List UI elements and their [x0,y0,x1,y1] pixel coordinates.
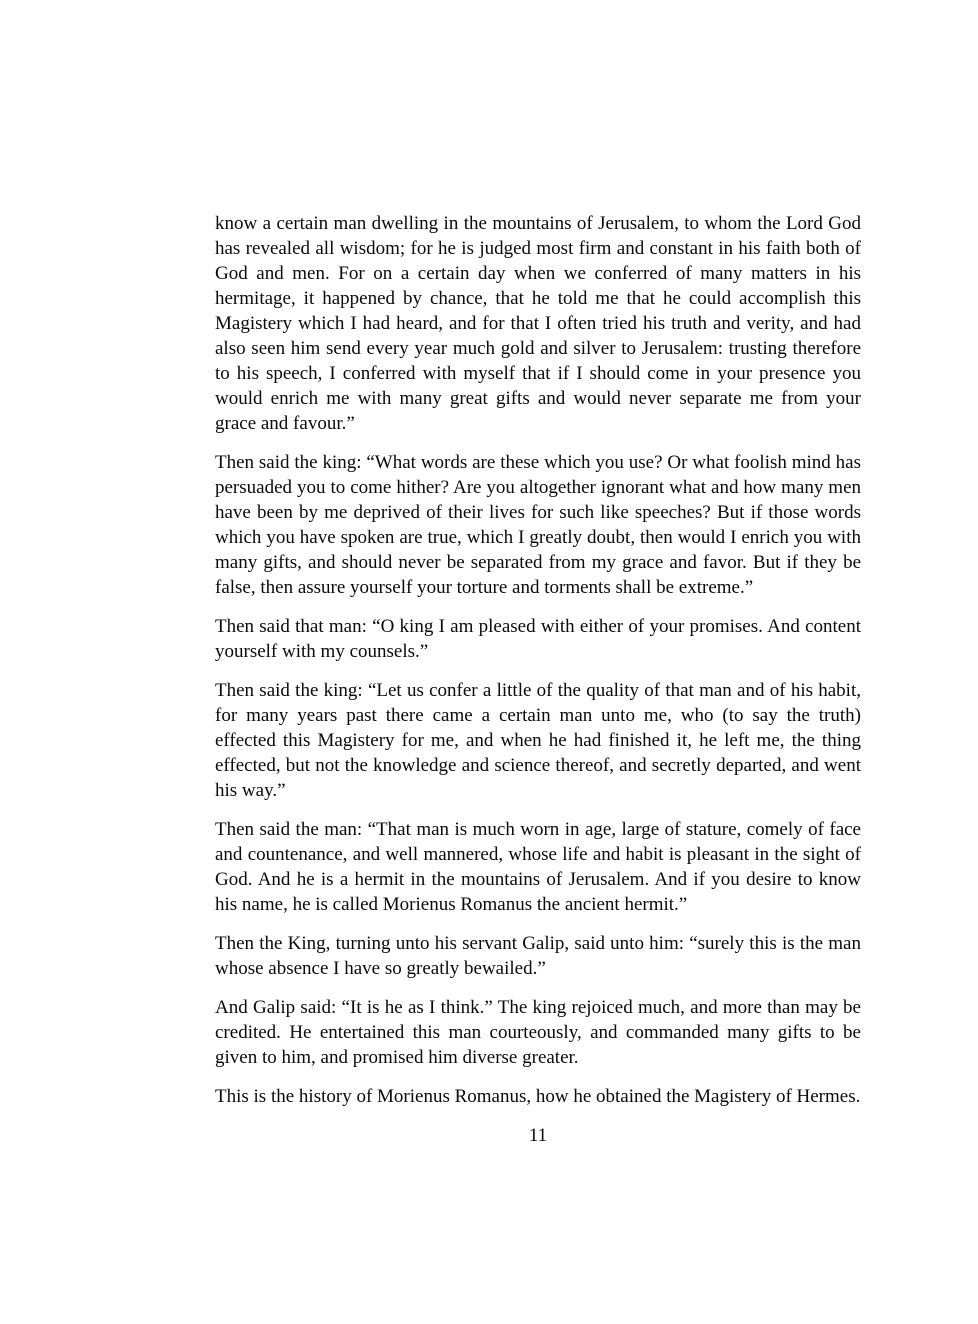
paragraph-continuation: know a certain man dwelling in the mountains of Jerusalem, to whom the Lord God has revealed all wisdom; for he is judged most firm and constant in his faith both of God and men. For on a certain day when we conferred of many matters in his hermitage, it happened by chance, that he told me that he could accomplish this Magistery which I had heard, and for that I often tried his truth and verity, and had also seen him send every year much gold and silver to Jerusalem: trusting therefore to his speech, I conferred with myself that if I should come in your presence you would enrich me with many great gifts and would never separate me from your grace and favour.” [215,213,861,434]
paragraph-man-description: Then said the man: “That man is much worn in age, large of stature, comely of face and countenance, and well mannered, whose life and habit is pleasant in the sight of God. And he is a hermit in the mountains of Jerusalem. And if you desire to know his name, he is called Morienus Romanus the ancient hermit.” [215,819,861,915]
text-block [215,211,861,1148]
paragraph-king-confer: Then said the king: “Let us confer a little of the quality of that man and of his habit, for many years past there came a certain man unto me, who (to say the truth) effected this Magistery for me, and when he had finished it, he left me, the thing effected, but not the knowledge and science thereof, and secretly departed, and went his way.” [215,680,861,801]
paragraph-man-reply: Then said that man: “O king I am pleased with either of your promises. And content yourself with my counsels.” [215,616,861,662]
page-number: 11 [528,1125,548,1146]
paragraph-galip-reply: And Galip said: “It is he as I think.” The king rejoiced much, and more than may be credited. He entertained this man courteously, and commanded many gifts to be given to him, and promised him diverse greater. [215,997,861,1068]
paragraph-closing: This is the history of Morienus Romanus, how he obtained the Magistery of Hermes. [215,1086,861,1107]
paragraph-king-speech: Then said the king: “What words are these which you use? Or what foolish mind has persuaded you to come hither? Are you altogether ignorant what and how many men have been by me deprived of their lives for such like speeches? But if those words which you have spoken are true, which I greatly doubt, then would I enrich you with many gifts, and should never be separated from my grace and favor. But if they be false, then assure yourself your torture and torments shall be extreme.” [215,452,861,598]
paragraph-king-to-galip: Then the King, turning unto his servant Galip, said unto him: “surely this is the man whose absence I have so greatly bewailed.” [215,933,861,979]
